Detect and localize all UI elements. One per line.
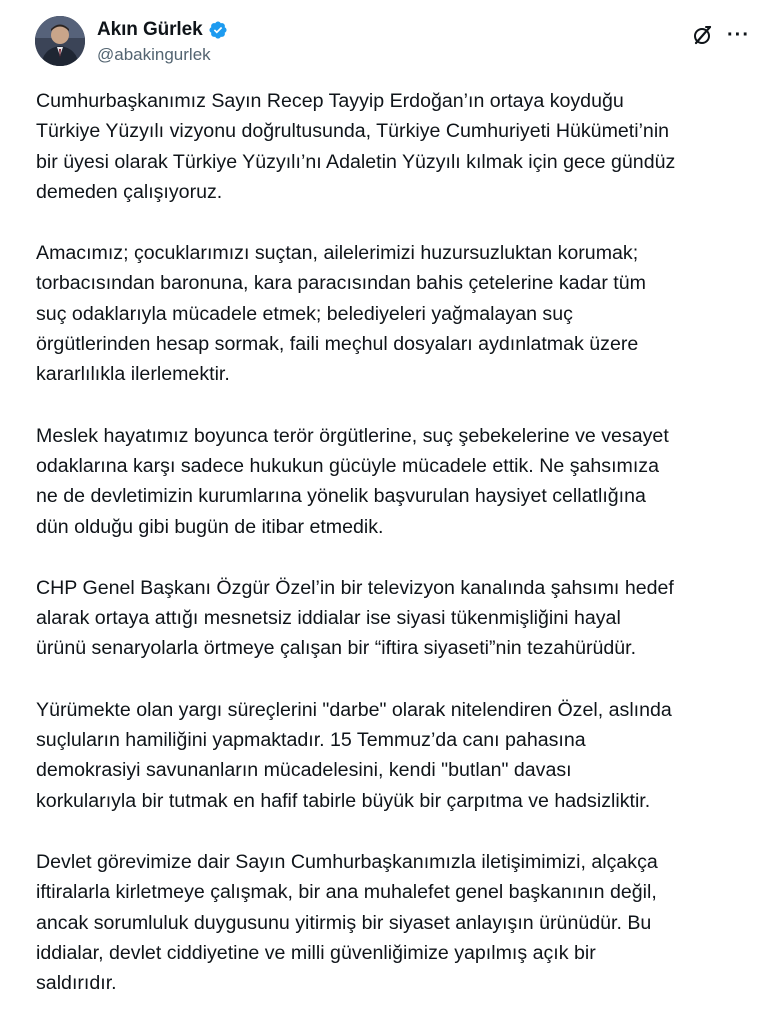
tweet-text-line: suç odaklarıyla mücadele etmek; belediyeleri yağmalayan suç: [36, 302, 573, 325]
tweet-text-line: Meslek hayatımız boyunca terör örgütlerine, suç şebekelerine ve vesayet: [36, 424, 669, 447]
tweet-paragraph: [36, 695, 756, 816]
tweet-text-line: alarak ortaya attığı mesnetsiz iddialar ise siyasi tükenmişliğini hayal: [36, 607, 621, 630]
tweet-text-line: torbacısından baronuna, kara paracısından bahis çetelerine kadar tüm: [36, 272, 646, 295]
tweet-text-line: örgütlerinden hesap sormak, faili meçhul dosyaları aydınlatmak üzere: [36, 333, 639, 356]
tweet-text-line: Cumhurbaşkanımız Sayın Recep Tayyip Erdoğan’ın ortaya koyduğu: [36, 90, 624, 112]
tweet-paragraph: [36, 573, 756, 664]
tweet-text-line: ancak sorumluluk duygusunu yitirmiş bir siyaset anlayışın ürünüdür. Bu: [36, 911, 652, 934]
author-block: [97, 18, 228, 65]
avatar[interactable]: [35, 16, 85, 66]
tweet-text: [36, 86, 756, 1029]
tweet-header: [35, 16, 750, 72]
tweet-text-line: CHP Genel Başkanı Özgür Özel’in bir televizyon kanalında şahsımı hedef: [36, 576, 674, 599]
tweet-paragraph: [36, 86, 756, 207]
tweet-text-line: iftiralarla kirletmeye çalışmak, bir ana muhalefet genel başkanının değil,: [36, 881, 657, 904]
tweet-text-line: ne de devletimizin kurumlarına yönelik başvurulan haysiyet cellatlığına: [36, 485, 646, 508]
header-actions: [691, 24, 750, 46]
tweet-text-line: kararlılıkla ilerlemektir.: [36, 363, 230, 386]
tweet-text-line: iddialar, devlet ciddiyetine ve milli güvenliğimize yapılmış açık bir: [36, 941, 596, 964]
tweet-paragraph: [36, 238, 756, 389]
tweet-paragraph: [36, 847, 756, 998]
tweet-text-line: Devlet görevimize dair Sayın Cumhurbaşkanımızla iletişimimizi, alçakça: [36, 850, 658, 873]
avatar-image: [35, 16, 85, 66]
author-display-name[interactable]: Akın Gürlek: [97, 19, 203, 40]
tweet-text-line: korkularıyla bir tutmak en hafif tabirle büyük bir çarpıtma ve hadsizliktir.: [36, 789, 651, 812]
tweet-text-line: demokrasiyi savunanların mücadelesini, kendi "butlan" davası: [36, 759, 572, 782]
tweet-text-line: ürünü senaryolarla örtmeye çalışan bir “iftira siyaseti”nin tezahürüdür.: [36, 637, 637, 660]
tweet-text-line: saldırıdır.: [36, 972, 117, 995]
tweet-text-line: dün olduğu gibi bugün de itibar etmedik.: [36, 515, 384, 538]
tweet-text-line: Yürümekte olan yargı süreçlerini "darbe" olarak nitelendiren Özel, aslında: [36, 698, 672, 721]
tweet-text-line: odaklarına karşı sadece hukukun gücüyle mücadele ettik. Ne şahsımıza: [36, 454, 659, 477]
tweet-text-line: demeden çalışıyoruz.: [36, 180, 223, 203]
tweet-text-line: Amacımız; çocuklarımızı suçtan, ailelerimizi huzursuzluktan korumak;: [36, 242, 639, 265]
author-handle[interactable]: @abakingurlek: [97, 45, 211, 64]
tweet-text-line: suçluların hamiliğini yapmaktadır. 15 Temmuz’da canı pahasına: [36, 729, 586, 752]
verified-badge-icon: [208, 20, 228, 40]
tweet-paragraph: [36, 421, 756, 542]
tweet-text-line: bir üyesi olarak Türkiye Yüzyılı’nı Adaletin Yüzyılı kılmak için gece gündüz: [36, 150, 676, 173]
grok-icon[interactable]: [691, 24, 713, 46]
tweet-text-line: Türkiye Yüzyılı vizyonu doğrultusunda, Türkiye Cumhuriyeti Hükümeti’nin: [36, 120, 670, 143]
more-options-icon[interactable]: ···: [727, 24, 750, 46]
